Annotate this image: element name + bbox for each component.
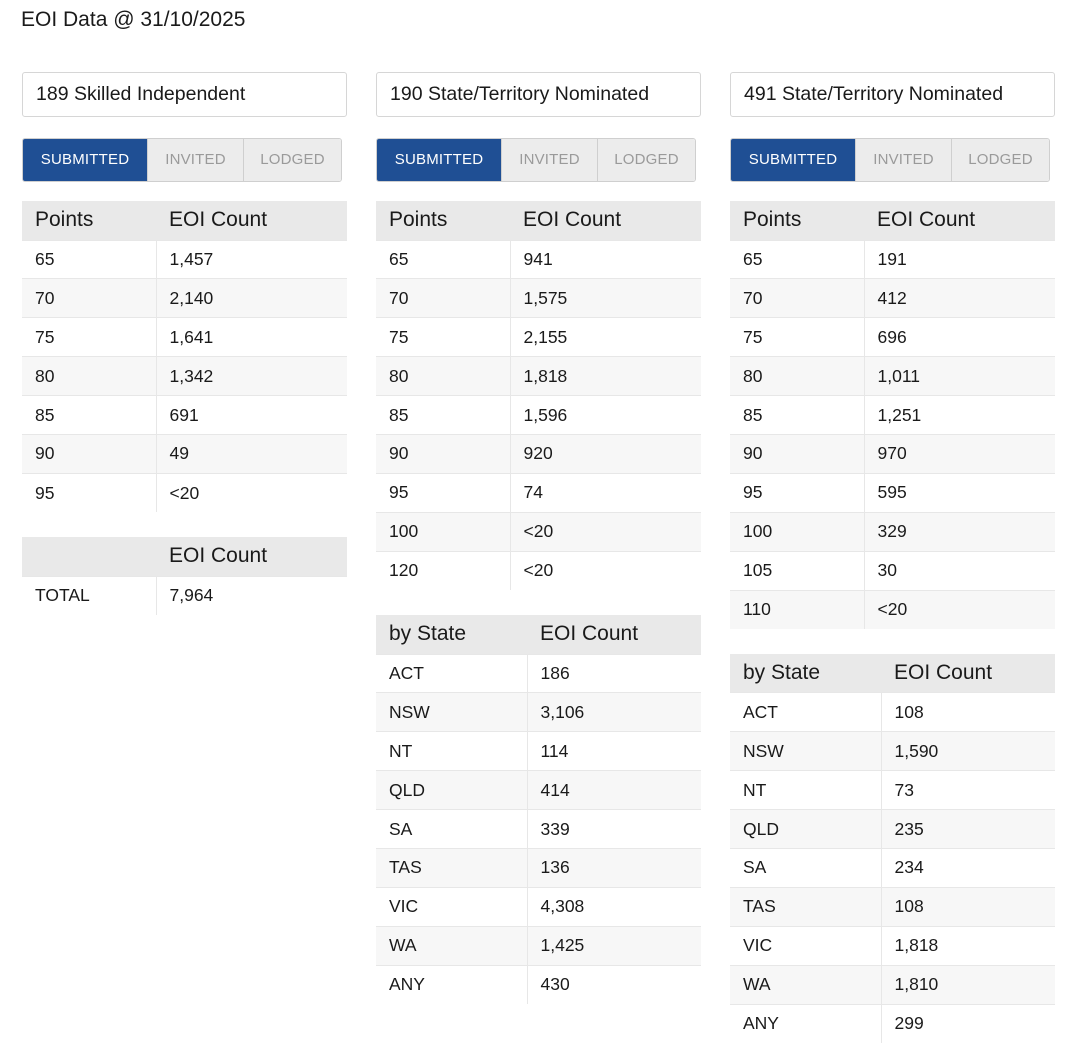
count-cell: 329 <box>864 512 1055 551</box>
table-row <box>376 732 701 771</box>
count-cell: 114 <box>527 732 701 771</box>
table-header-row <box>730 201 1055 240</box>
state-cell: NT <box>730 771 881 810</box>
state-cell: ANY <box>730 1004 881 1043</box>
points-cell: 85 <box>376 396 510 435</box>
points-header: Points <box>730 201 864 240</box>
points-cell: 75 <box>22 318 156 357</box>
table-row <box>376 434 701 473</box>
total-label-header <box>22 537 156 576</box>
table-row <box>730 551 1055 590</box>
count-cell: 3,106 <box>527 693 701 732</box>
count-cell: 186 <box>527 654 701 693</box>
count-cell: 696 <box>864 318 1055 357</box>
table-row <box>22 434 347 473</box>
points-cell: 70 <box>22 279 156 318</box>
table-row <box>376 965 701 1004</box>
count-cell: 430 <box>527 965 701 1004</box>
state-cell: VIC <box>730 926 881 965</box>
state-cell: NSW <box>376 693 527 732</box>
points-cell: 85 <box>22 396 156 435</box>
tab-invited[interactable]: INVITED <box>147 139 243 181</box>
visa-selector[interactable]: 491 State/Territory Nominated <box>730 72 1055 117</box>
table-row <box>22 473 347 512</box>
points-header: Points <box>22 201 156 240</box>
count-cell: 136 <box>527 848 701 887</box>
table-row <box>376 810 701 849</box>
count-cell: 412 <box>864 279 1055 318</box>
visa-189-panel <box>22 72 347 615</box>
points-cell: 65 <box>730 240 864 279</box>
table-row <box>376 512 701 551</box>
points-cell: 90 <box>730 434 864 473</box>
table-row <box>730 693 1055 732</box>
state-cell: SA <box>376 810 527 849</box>
count-cell: 234 <box>881 848 1055 887</box>
status-tabs <box>730 138 1050 182</box>
points-cell: 80 <box>376 357 510 396</box>
points-cell: 75 <box>730 318 864 357</box>
count-cell: 108 <box>881 887 1055 926</box>
tab-lodged[interactable]: LODGED <box>243 139 341 181</box>
points-cell: 65 <box>22 240 156 279</box>
tab-submitted[interactable]: SUBMITTED <box>377 139 501 181</box>
tab-invited[interactable]: INVITED <box>855 139 951 181</box>
state-cell: QLD <box>376 771 527 810</box>
visa-190-panel <box>376 72 701 1004</box>
state-cell: WA <box>730 965 881 1004</box>
state-cell: WA <box>376 926 527 965</box>
count-cell: 1,251 <box>864 396 1055 435</box>
state-cell: SA <box>730 848 881 887</box>
table-row <box>730 810 1055 849</box>
state-cell: ACT <box>376 654 527 693</box>
state-cell: QLD <box>730 810 881 849</box>
points-cell: 80 <box>22 357 156 396</box>
total-value: 7,964 <box>156 576 347 615</box>
table-row <box>730 848 1055 887</box>
table-row <box>376 279 701 318</box>
table-row <box>730 965 1055 1004</box>
table-row <box>730 887 1055 926</box>
eoi-count-header: EOI Count <box>156 201 347 240</box>
table-row <box>22 279 347 318</box>
table-row <box>730 512 1055 551</box>
count-cell: <20 <box>510 551 701 590</box>
tab-invited[interactable]: INVITED <box>501 139 597 181</box>
points-cell: 70 <box>730 279 864 318</box>
table-row <box>376 654 701 693</box>
count-cell: 1,425 <box>527 926 701 965</box>
count-cell: 1,818 <box>881 926 1055 965</box>
count-cell: 595 <box>864 473 1055 512</box>
tab-submitted[interactable]: SUBMITTED <box>23 139 147 181</box>
tab-submitted[interactable]: SUBMITTED <box>731 139 855 181</box>
count-cell: 339 <box>527 810 701 849</box>
eoi-count-header: EOI Count <box>510 201 701 240</box>
tab-lodged[interactable]: LODGED <box>597 139 695 181</box>
count-cell: 73 <box>881 771 1055 810</box>
tab-lodged[interactable]: LODGED <box>951 139 1049 181</box>
count-cell: 299 <box>881 1004 1055 1043</box>
table-row <box>376 473 701 512</box>
table-row <box>730 732 1055 771</box>
count-cell: 414 <box>527 771 701 810</box>
page-title: EOI Data @ 31/10/2025 <box>21 8 246 31</box>
table-row <box>376 551 701 590</box>
count-cell: 1,596 <box>510 396 701 435</box>
table-row <box>730 357 1055 396</box>
count-cell: 108 <box>881 693 1055 732</box>
state-cell: TAS <box>376 848 527 887</box>
count-cell: 920 <box>510 434 701 473</box>
points-cell: 75 <box>376 318 510 357</box>
count-cell: 941 <box>510 240 701 279</box>
eoi-count-header: EOI Count <box>156 537 347 576</box>
table-row <box>730 396 1055 435</box>
visa-selector[interactable]: 190 State/Territory Nominated <box>376 72 701 117</box>
count-cell: 74 <box>510 473 701 512</box>
count-cell: 1,457 <box>156 240 347 279</box>
count-cell: 1,590 <box>881 732 1055 771</box>
visa-selector[interactable]: 189 Skilled Independent <box>22 72 347 117</box>
count-cell: <20 <box>510 512 701 551</box>
count-cell: 4,308 <box>527 887 701 926</box>
points-cell: 95 <box>376 473 510 512</box>
table-header-row <box>22 537 347 576</box>
state-table <box>376 615 701 1004</box>
points-cell: 120 <box>376 551 510 590</box>
status-tabs <box>376 138 696 182</box>
count-cell: 1,342 <box>156 357 347 396</box>
eoi-count-header: EOI Count <box>881 654 1055 693</box>
count-cell: 691 <box>156 396 347 435</box>
table-row <box>376 357 701 396</box>
points-table <box>22 201 347 512</box>
table-row <box>376 848 701 887</box>
count-cell: 49 <box>156 434 347 473</box>
by-state-header: by State <box>730 654 881 693</box>
state-cell: TAS <box>730 887 881 926</box>
table-header-row <box>730 654 1055 693</box>
count-cell: <20 <box>864 590 1055 629</box>
table-row <box>376 926 701 965</box>
count-cell: 2,140 <box>156 279 347 318</box>
table-row <box>730 279 1055 318</box>
count-cell: 1,011 <box>864 357 1055 396</box>
count-cell: 30 <box>864 551 1055 590</box>
eoi-count-header: EOI Count <box>527 615 701 654</box>
status-tabs <box>22 138 342 182</box>
count-cell: 2,155 <box>510 318 701 357</box>
table-row <box>730 318 1055 357</box>
table-row <box>730 434 1055 473</box>
table-row <box>376 396 701 435</box>
points-cell: 110 <box>730 590 864 629</box>
points-cell: 80 <box>730 357 864 396</box>
table-row <box>730 926 1055 965</box>
points-cell: 95 <box>730 473 864 512</box>
table-header-row <box>376 201 701 240</box>
table-row <box>22 396 347 435</box>
points-cell: 70 <box>376 279 510 318</box>
table-row <box>730 1004 1055 1043</box>
table-row <box>376 693 701 732</box>
points-cell: 90 <box>376 434 510 473</box>
state-cell: NSW <box>730 732 881 771</box>
count-cell: 970 <box>864 434 1055 473</box>
by-state-header: by State <box>376 615 527 654</box>
table-header-row <box>376 615 701 654</box>
points-cell: 100 <box>376 512 510 551</box>
table-row <box>22 318 347 357</box>
points-cell: 65 <box>376 240 510 279</box>
visa-491-panel <box>730 72 1055 1043</box>
points-cell: 105 <box>730 551 864 590</box>
state-cell: NT <box>376 732 527 771</box>
points-table <box>730 201 1055 629</box>
points-header: Points <box>376 201 510 240</box>
count-cell: 235 <box>881 810 1055 849</box>
points-cell: 85 <box>730 396 864 435</box>
points-cell: 90 <box>22 434 156 473</box>
table-row <box>22 357 347 396</box>
table-row <box>376 887 701 926</box>
count-cell: 191 <box>864 240 1055 279</box>
total-row <box>22 576 347 615</box>
table-header-row <box>22 201 347 240</box>
table-row <box>376 771 701 810</box>
count-cell: 1,818 <box>510 357 701 396</box>
table-row <box>22 240 347 279</box>
eoi-count-header: EOI Count <box>864 201 1055 240</box>
table-row <box>376 318 701 357</box>
count-cell: 1,810 <box>881 965 1055 1004</box>
table-row <box>730 771 1055 810</box>
state-cell: VIC <box>376 887 527 926</box>
points-table <box>376 201 701 590</box>
count-cell: 1,575 <box>510 279 701 318</box>
points-cell: 95 <box>22 473 156 512</box>
table-row <box>730 590 1055 629</box>
table-row <box>730 240 1055 279</box>
total-label: TOTAL <box>22 576 156 615</box>
points-cell: 100 <box>730 512 864 551</box>
state-cell: ANY <box>376 965 527 1004</box>
count-cell: <20 <box>156 473 347 512</box>
total-table <box>22 537 347 615</box>
count-cell: 1,641 <box>156 318 347 357</box>
state-table <box>730 654 1055 1043</box>
table-row <box>376 240 701 279</box>
state-cell: ACT <box>730 693 881 732</box>
table-row <box>730 473 1055 512</box>
